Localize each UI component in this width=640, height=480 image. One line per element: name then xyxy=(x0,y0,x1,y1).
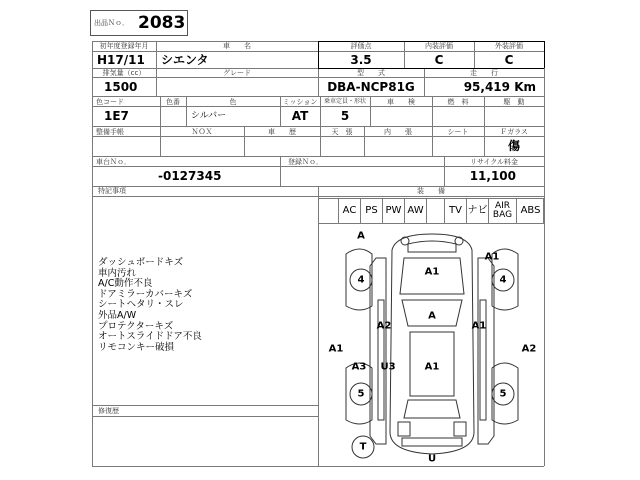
remark-item: 外品A/W xyxy=(98,309,137,321)
rear-bumper-mark: U xyxy=(427,453,437,465)
left-sill-mark: U3 xyxy=(380,361,396,373)
remark-item: シートヘタリ・スレ xyxy=(98,299,184,311)
score-value: 3.5 xyxy=(350,53,372,67)
equipment-pw: PW xyxy=(382,198,404,224)
interior-score-header: 内装評価 xyxy=(425,42,453,50)
remark-item: ダッシュボードキズ xyxy=(98,257,184,268)
car-damage-diagram xyxy=(318,224,544,466)
equipment-abs: ABS xyxy=(516,198,544,224)
lot-number-box xyxy=(90,10,188,36)
remark-item: リモコンキー破損 xyxy=(98,341,175,353)
tire-rear-left-value: 5 xyxy=(357,388,365,400)
exterior-score-value: C xyxy=(504,53,514,67)
capacity-value: 5 xyxy=(340,109,350,123)
nox-header: ＮＯＸ xyxy=(191,128,213,136)
color-value: シルバー xyxy=(191,111,227,121)
remark-item: A/C動作不良 xyxy=(98,278,153,290)
tire-front-left-value: 4 xyxy=(357,274,365,286)
displacement-value: 1500 xyxy=(104,80,138,94)
grade-header: グレード xyxy=(223,69,251,77)
tail-light-right xyxy=(454,422,466,436)
front-right-fender-mark: A1 xyxy=(484,251,500,263)
fuel-header: 燃 料 xyxy=(447,98,469,106)
model-header: 型 式 xyxy=(357,69,385,77)
color-code-value: 1E7 xyxy=(104,109,129,123)
equipment-aw: AW xyxy=(404,198,426,224)
registration-no-header: 登録Ｎｏ． xyxy=(288,158,323,166)
first-registration-value: H17/11 xyxy=(97,53,145,67)
seat-header: シート xyxy=(447,128,469,136)
mileage-header: 走 行 xyxy=(470,69,498,77)
color-code-header: 色コード xyxy=(96,98,124,106)
remarks-list xyxy=(98,258,202,353)
left-rear-mark: A3 xyxy=(351,361,367,373)
recycle-fee-value: 11,100 xyxy=(469,169,516,183)
hood-mark: A1 xyxy=(424,266,440,278)
interior-header: 内 張 xyxy=(384,128,412,136)
displacement-header: 排気量（cc） xyxy=(102,69,146,77)
tire-front-right-value: 4 xyxy=(499,274,507,286)
mileage-value: 95,419 Km xyxy=(463,80,536,94)
maintenance-header: 整備手帳 xyxy=(96,128,124,136)
remarks-header: 特記事項 xyxy=(98,187,126,195)
history-header: 車 歴 xyxy=(268,128,296,136)
sunroof-header: 天 張 xyxy=(331,128,353,136)
rear-bumper-panel xyxy=(402,438,462,446)
left-side-mark: A1 xyxy=(328,343,344,355)
remark-item: ドアミラーカバーキズ xyxy=(98,288,193,300)
rear-window xyxy=(404,400,460,418)
remark-item: プロテクターキズ xyxy=(98,320,174,332)
front-bumper-mark: A xyxy=(357,230,365,242)
tire-rear-right-value: 5 xyxy=(499,388,507,400)
equipment-airbag-label: AIR BAG xyxy=(492,201,513,220)
color-header: 色 xyxy=(229,98,237,106)
color-number-header: 色番 xyxy=(166,98,180,106)
capacity-header: 乗車定員・形状 xyxy=(323,98,366,105)
equipment-header: 装 備 xyxy=(417,187,445,195)
spare-tire-mark: T xyxy=(359,441,367,453)
windshield-mark: A xyxy=(428,310,436,322)
right-side-mark: A2 xyxy=(521,343,537,355)
transmission-header: ミッション xyxy=(282,98,318,106)
exterior-score-header: 外装評価 xyxy=(495,42,523,50)
left-front-door-mark: A2 xyxy=(376,320,392,332)
headlight-left xyxy=(401,237,409,245)
repair-header: 修復歴 xyxy=(98,407,119,415)
score-header: 評価点 xyxy=(350,42,372,50)
remark-item: 車内汚れ xyxy=(98,267,137,279)
chassis-no-header: 車台Ｎｏ． xyxy=(96,158,131,166)
transmission-value: AT xyxy=(291,109,309,123)
inspection-header: 車 検 xyxy=(387,98,415,106)
equipment-tv: TV xyxy=(444,198,466,224)
front-grille xyxy=(408,241,456,252)
f-glass-header: Ｆガラス xyxy=(500,128,528,136)
headlight-right xyxy=(455,237,463,245)
remark-item: オートスライドドア不良 xyxy=(98,331,202,343)
drive-header: 駆 動 xyxy=(503,98,525,106)
f-glass-value: 傷 xyxy=(507,139,520,153)
first-registration-header: 初年度登録年月 xyxy=(99,42,149,50)
equipment-airbag xyxy=(488,198,516,224)
recycle-fee-header: リサイクル料金 xyxy=(469,158,519,166)
right-front-door-mark: A1 xyxy=(471,320,487,332)
car-name-value: シエンタ xyxy=(161,53,209,67)
tail-light-left xyxy=(398,422,410,436)
lot-number-label: 出品Ｎｏ． xyxy=(94,19,129,27)
equipment-ac: AC xyxy=(338,198,360,224)
model-value: DBA-NCP81G xyxy=(327,80,415,94)
equipment-blank xyxy=(426,198,444,224)
interior-score-value: C xyxy=(434,53,444,67)
car-name-header: 車 名 xyxy=(223,42,251,50)
chassis-no-value: -0127345 xyxy=(158,169,222,183)
lot-number: 2083 xyxy=(138,13,186,33)
right-side-doors xyxy=(480,300,486,420)
left-side-doors xyxy=(378,300,384,420)
roof-mark: A1 xyxy=(424,361,440,373)
equipment-navi: ナビ xyxy=(466,198,488,224)
equipment-ps: PS xyxy=(360,198,382,224)
